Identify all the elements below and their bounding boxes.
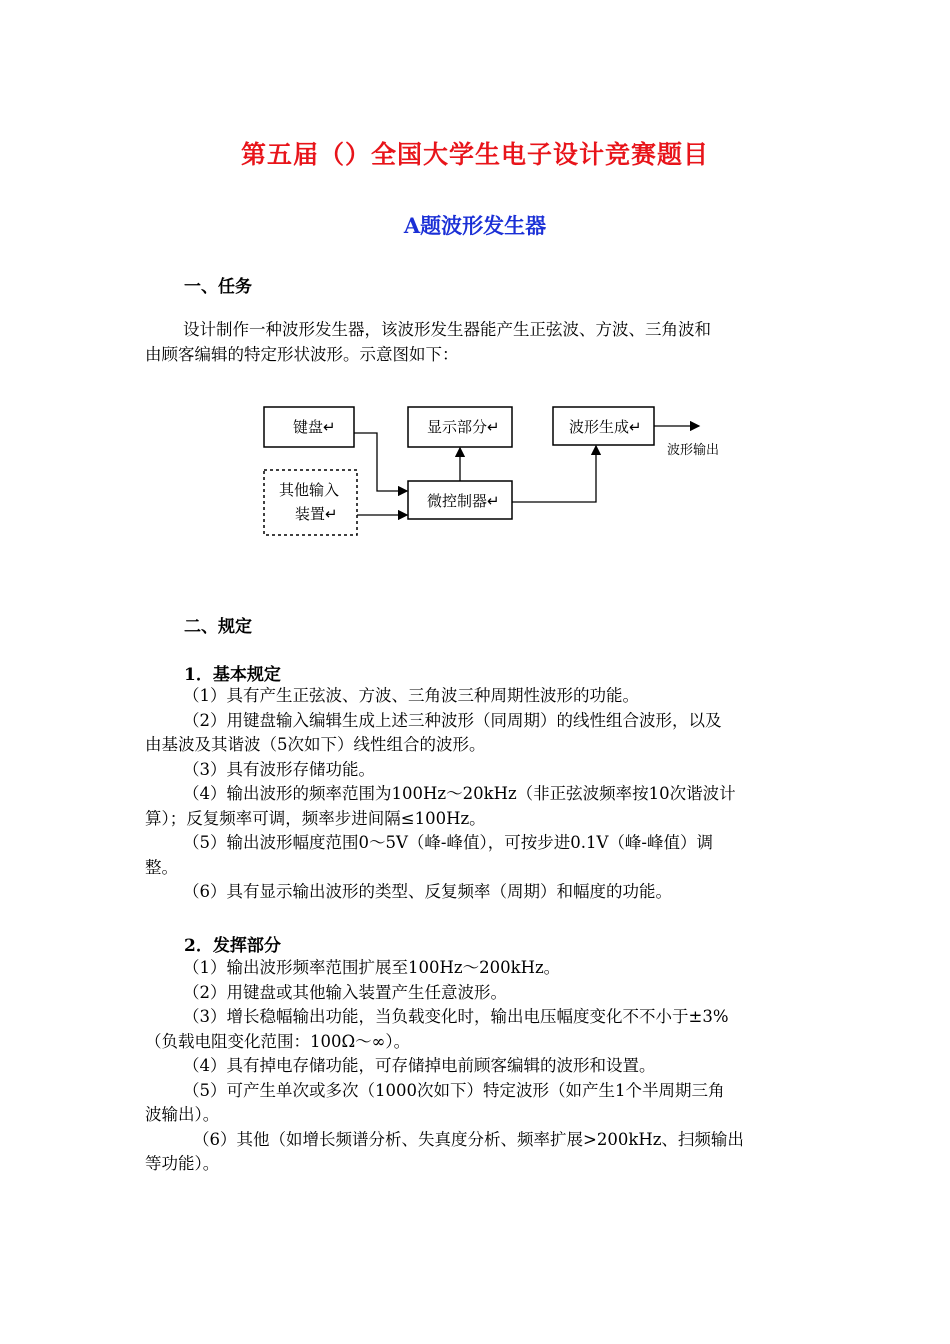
text-line: 算）；反复频率可调，频率步进间隔≤100Hz。	[145, 808, 486, 828]
text-line: （5）输出波形幅度范围0～5V（峰-峰值），可按步进0.1V（峰-峰值）调	[183, 833, 713, 852]
document-title: 第五届（）全国大学生电子设计竞赛题目	[240, 140, 709, 169]
section-heading-task: 一、任务	[184, 277, 252, 297]
text-line: （6）具有显示输出波形的类型、反复频率（周期）和幅度的功能。	[183, 882, 672, 901]
text-line: （6）其他（如增长频谱分析、失真度分析、频率扩展>200kHz、扫频输出	[193, 1129, 744, 1149]
display-label: 显示部分↵	[427, 418, 500, 436]
subheading-basic: 1．基本规定	[184, 665, 281, 685]
mcu-label: 微控制器↵	[427, 492, 500, 510]
text-line: （3）增长稳幅输出功能，当负载变化时，输出电压幅度变化不不小于±3%	[183, 1007, 729, 1026]
other-input-label-1: 其他输入	[279, 481, 340, 499]
section-heading-requirements: 二、规定	[184, 617, 252, 637]
problem-title: A题波形发生器	[403, 213, 547, 238]
keyboard-to-mcu-arrow	[354, 433, 407, 491]
text-line: （2）用键盘输入编辑生成上述三种波形（同周期）的线性组合波形，以及	[183, 710, 722, 730]
keyboard-label: 键盘↵	[293, 418, 336, 436]
block-diagram	[255, 395, 755, 545]
basic-requirements	[145, 684, 805, 905]
text-line: 整。	[145, 857, 178, 877]
subheading-advanced: 2．发挥部分	[184, 936, 281, 956]
waveform-gen-label: 波形生成↵	[569, 418, 642, 436]
text-line: （4）输出波形的频率范围为100Hz～20kHz（非正弦波频率按10次谐波计	[183, 784, 736, 803]
text-line: （4）具有掉电存储功能，可存储掉电前顾客编辑的波形和设置。	[183, 1056, 656, 1075]
text-line: （1）输出波形频率范围扩展至100Hz～200kHz。	[183, 958, 561, 977]
text-line: （2）用键盘或其他输入装置产生任意波形。	[183, 982, 507, 1002]
text-line: （1）具有产生正弦波、方波、三角波三种周期性波形的功能。	[183, 686, 639, 705]
text-line: （负载电阻变化范围：100Ω～∞）。	[145, 1031, 411, 1051]
text-line: （3）具有波形存储功能。	[183, 759, 375, 779]
other-input-box	[264, 470, 357, 535]
text-line: 波输出）。	[145, 1105, 220, 1124]
task-paragraph	[145, 318, 805, 367]
mcu-to-waveform-arrow	[512, 446, 596, 502]
text-line: （5）可产生单次或多次（1000次如下）特定波形（如产生1个半周期三角	[183, 1080, 725, 1100]
output-label: 波形输出	[667, 443, 720, 458]
advanced-requirements	[145, 956, 805, 1177]
text-line: 由顾客编辑的特定形状波形。示意图如下：	[145, 344, 459, 364]
text-line: 等功能）。	[145, 1154, 220, 1173]
text-line: 设计制作一种波形发生器，该波形发生器能产生正弦波、方波、三角波和	[183, 320, 711, 339]
text-line: 由基波及其谐波（5次如下）线性组合的波形。	[145, 735, 486, 754]
other-input-label-2: 装置↵	[295, 505, 338, 523]
